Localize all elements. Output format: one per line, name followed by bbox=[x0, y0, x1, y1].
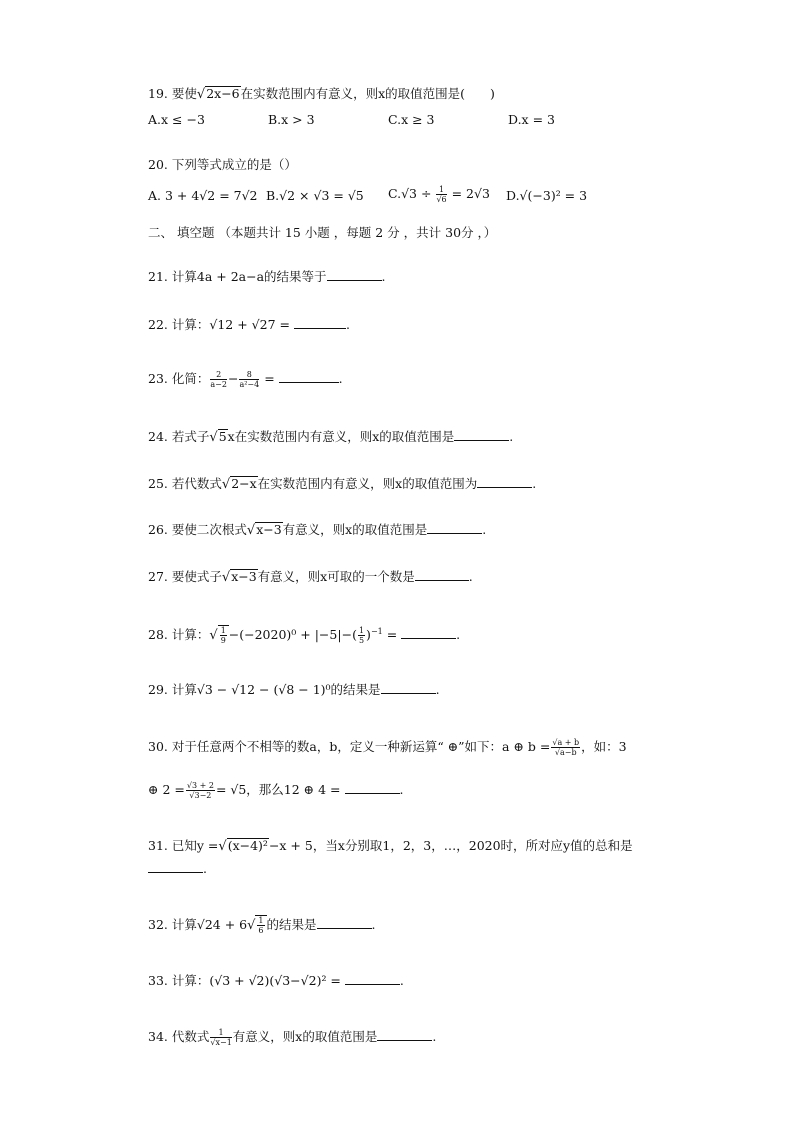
question-27: 27. 要使式子√x−3有意义，则x可取的一个数是 . bbox=[148, 569, 473, 585]
question-31-line-2: . bbox=[148, 860, 207, 878]
radical: 2−x bbox=[231, 476, 257, 491]
question-number: 22. bbox=[148, 317, 168, 332]
answer-blank[interactable] bbox=[148, 860, 203, 873]
question-21: 21. 计算4a + 2a−a的结果等于 . bbox=[148, 269, 386, 284]
question-number: 20. bbox=[148, 157, 168, 172]
question-22: 22. 计算：√12 + √27 = . bbox=[148, 317, 350, 332]
question-number: 26. bbox=[148, 522, 168, 537]
question-28: 28. 计算：√ $\frac{1}{9}$ −(−2020)⁰ + |−5|−( $\frac{1}{5}$ )$^{-1}$ = . bbox=[148, 626, 461, 646]
radical: 5 bbox=[218, 429, 227, 444]
question-30: 30. 对于任意两个不相等的数a，b，定义一种新运算“ ⊕”如下：a ⊕ b = $\frac{√a + b}{√a-b}$ ，如：3 bbox=[148, 738, 627, 757]
question-text-pre: 要使 bbox=[171, 86, 197, 101]
question-text: 下列等式成立的是（） bbox=[171, 157, 297, 172]
answer-blank[interactable] bbox=[401, 626, 456, 639]
question-31: 31. 已知y =√(x−4)²−x + 5，当x分别取1，2，3，…，2020时，所对应y值的总和是 bbox=[148, 838, 633, 854]
question-number: 21. bbox=[148, 269, 168, 284]
question-text-post: 在实数范围内有意义，则x的取值范围是( ) bbox=[240, 86, 495, 101]
question-number: 29. bbox=[148, 682, 168, 697]
answer-blank[interactable] bbox=[415, 568, 469, 581]
fraction: $\frac{8}{\text{a²−4}}$ bbox=[239, 370, 260, 389]
option-c: C.x ≥ 3 bbox=[388, 112, 435, 127]
question-number: 23. bbox=[148, 371, 168, 386]
question-19: 19. 要使√2x−6在实数范围内有意义，则x的取值范围是( ) bbox=[148, 86, 495, 102]
question-24: 24. 若式子√5x在实数范围内有意义，则x的取值范围是 . bbox=[148, 429, 514, 445]
fraction: $\frac{√3 + 2}{√3-2}$ bbox=[186, 781, 214, 800]
option-b: B.√2 × √3 = √5 bbox=[266, 188, 364, 203]
question-26: 26. 要使二次根式√x−3有意义，则x的取值范围是 . bbox=[148, 522, 487, 538]
question-23: 23. 化简： $\frac{2}{a-2}$ − $\frac{8}{\text{a²−4}}$ = . bbox=[148, 370, 343, 389]
fraction: $\frac{2}{a-2}$ bbox=[210, 370, 227, 389]
question-number: 25. bbox=[148, 476, 168, 491]
answer-blank[interactable] bbox=[327, 268, 382, 281]
option-a: A.x ≤ −3 bbox=[148, 112, 205, 127]
radical: (x−4)² bbox=[227, 838, 268, 853]
question-32: 32. 计算√24 + 6√ $\frac{1}{6}$ 的结果是 . bbox=[148, 916, 376, 935]
answer-blank[interactable] bbox=[345, 972, 400, 985]
question-30-line-2: ⊕ 2 = $\frac{√3 + 2}{√3-2}$ = √5，那么12 ⊕ 4 = . bbox=[148, 781, 404, 800]
question-number: 27. bbox=[148, 569, 168, 584]
answer-blank[interactable] bbox=[317, 916, 372, 929]
answer-blank[interactable] bbox=[427, 521, 482, 534]
option-a: A. 3 + 4√2 = 7√2 bbox=[148, 188, 258, 203]
question-33: 33. 计算：(√3 + √2)(√3−√2)² = . bbox=[148, 973, 404, 988]
radical bbox=[218, 625, 229, 645]
answer-blank[interactable] bbox=[377, 1028, 432, 1041]
expression: √12 + √27 = bbox=[209, 317, 290, 332]
fraction: $\frac{1}{√x-1}$ bbox=[210, 1028, 232, 1047]
answer-blank[interactable] bbox=[454, 428, 509, 441]
radical bbox=[255, 915, 266, 935]
question-number: 30. bbox=[148, 739, 168, 754]
radical: 2x−6 bbox=[206, 86, 240, 101]
question-number: 31. bbox=[148, 838, 168, 853]
question-20 bbox=[148, 156, 297, 174]
option-b: B.x > 3 bbox=[268, 112, 315, 127]
section-heading: 二、 填空题 （本题共计 15 小题 ，每题 2 分 ，共计 30分 ，） bbox=[148, 225, 497, 240]
radical: x−3 bbox=[256, 522, 282, 537]
fraction: $\frac{1}{6}$ bbox=[258, 916, 264, 935]
fraction: $\frac{√a + b}{√a-b}$ bbox=[552, 738, 580, 757]
question-number: 33. bbox=[148, 973, 168, 988]
question-number: 24. bbox=[148, 429, 168, 444]
answer-blank[interactable] bbox=[294, 316, 346, 329]
question-34: 34. 代数式 $\frac{1}{√x-1}$ 有意义，则x的取值范围是 . bbox=[148, 1028, 437, 1047]
question-number: 28. bbox=[148, 627, 168, 643]
option-d: D.x = 3 bbox=[508, 112, 555, 127]
question-number: 32. bbox=[148, 917, 168, 932]
option-c: C.√3 ÷ $\frac{1}{√6}$ = 2√3 bbox=[388, 185, 490, 204]
fraction: $\frac{1}{√6}$ bbox=[436, 185, 447, 204]
question-number: 34. bbox=[148, 1029, 168, 1044]
answer-blank[interactable] bbox=[279, 370, 339, 383]
answer-blank[interactable] bbox=[345, 781, 400, 794]
fraction: $\frac{1}{5}$ bbox=[358, 626, 365, 646]
answer-blank[interactable] bbox=[477, 475, 532, 488]
fraction: $\frac{1}{9}$ bbox=[220, 626, 226, 646]
radical: x−3 bbox=[231, 569, 257, 584]
question-25: 25. 若代数式√2−x在实数范围内有意义，则x的取值范围为 . bbox=[148, 476, 537, 492]
answer-blank[interactable] bbox=[381, 681, 436, 694]
question-number: 19. bbox=[148, 86, 168, 101]
question-29: 29. 计算√3 − √12 − (√8 − 1)⁰的结果是 . bbox=[148, 682, 440, 697]
option-d: D.√(−3)² = 3 bbox=[506, 188, 588, 203]
question-text: 计算4a + 2a−a的结果等于 bbox=[171, 269, 327, 284]
